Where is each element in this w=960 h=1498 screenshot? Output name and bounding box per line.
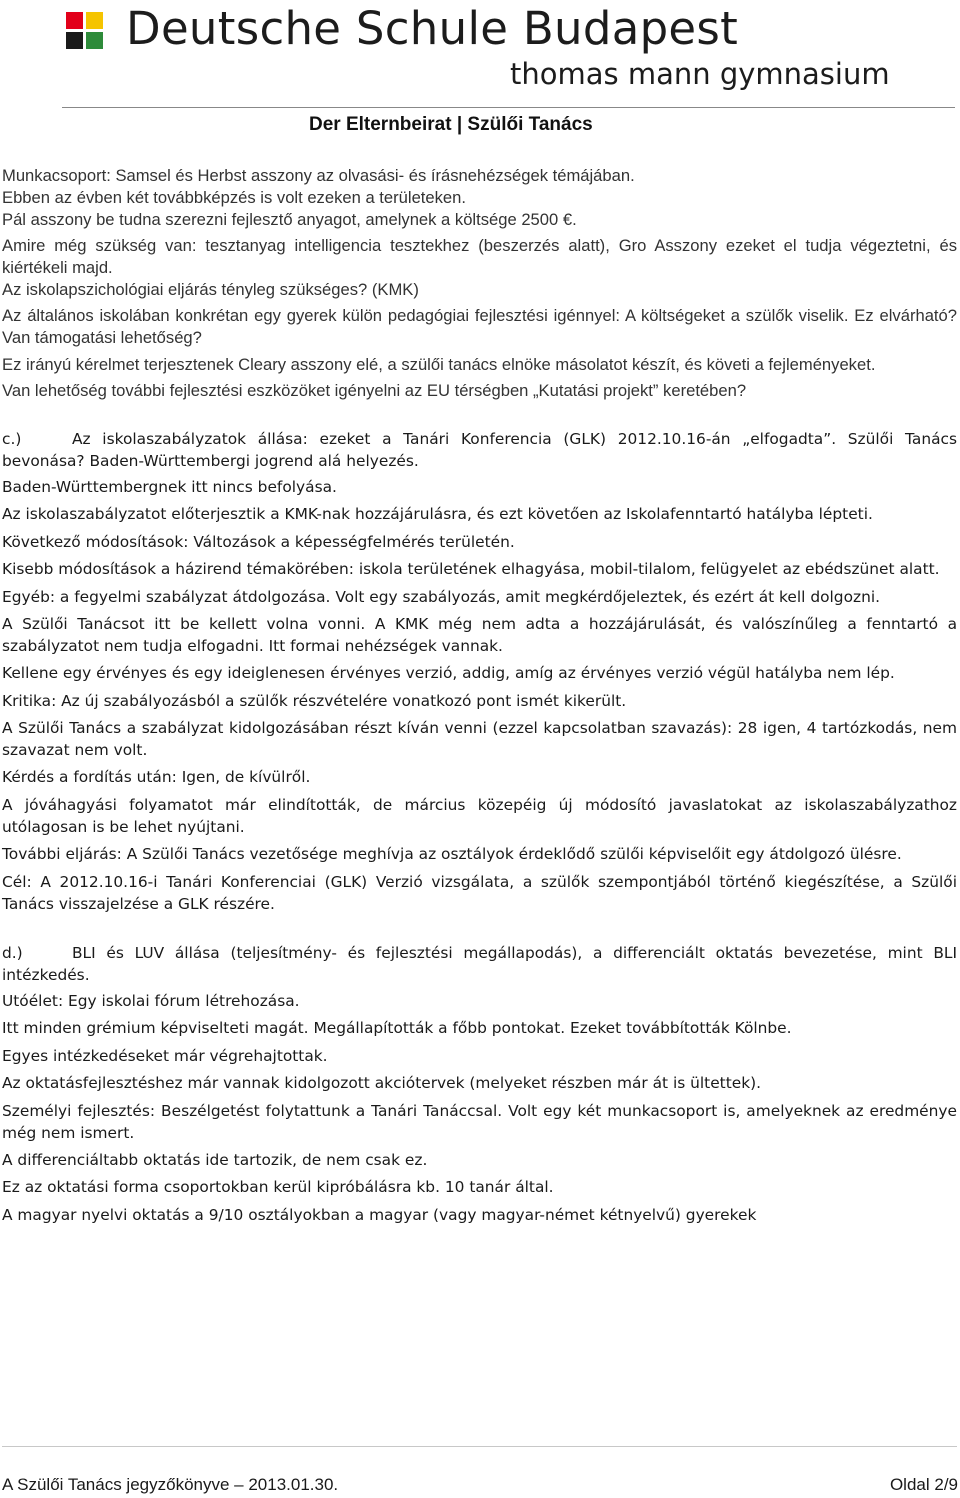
section-label: d.)	[2, 944, 23, 963]
section-heading-text: BLI és LUV állása (teljesítmény- és fejlesztési megállapodás), a differenciált oktatás bevezetése, mint BLI intézkedés.	[2, 944, 957, 985]
paragraph: A magyar nyelvi oktatás a 9/10 osztályokban a magyar (vagy magyar-német kétnyelvű) gyerekek	[2, 1205, 757, 1224]
paragraph: A differenciáltabb oktatás ide tartozik, de nem csak ez.	[2, 1150, 428, 1169]
paragraph: Egyéb: a fegyelmi szabályzat átdolgozása. Volt egy szabályozás, amit megkérdőjeleztek, és ezért át kell dolgozni.	[2, 587, 880, 606]
paragraph: Az oktatásfejlesztéshez már vannak kidolgozott akciótervek (melyeket részben már át is ültettek).	[2, 1074, 762, 1093]
paragraph: Az iskolaszabályzatot előterjesztik a KMK-nak hozzájárulásra, és ezt követően az Iskolafenntartó hatályba lépteti.	[2, 505, 873, 524]
school-subtitle: thomas mann gymnasium	[510, 57, 890, 91]
footer-divider	[2, 1446, 957, 1447]
paragraph: Ebben az évben két továbbképzés is volt ezeken a területeken.	[2, 188, 467, 207]
paragraph: Itt minden grémium képviselteti magát. Megállapították a főbb pontokat. Ezeket továbbították Kölnbe.	[2, 1019, 792, 1038]
section-label: c.)	[2, 429, 22, 448]
paragraph: Kérdés a fordítás után: Igen, de kívülről.	[2, 768, 311, 787]
document-body	[2, 165, 957, 1231]
paragraph: Baden-Württembergnek itt nincs befolyása.	[2, 477, 337, 496]
paragraph: Következő módosítások: Változások a képességfelmérés területén.	[2, 532, 515, 551]
paragraph: Van lehetőség további fejlesztési eszközöket igényelni az EU térségben „Kutatási projekt” keretében?	[2, 380, 747, 400]
paragraph: A Szülői Tanács a szabályzat kidolgozásában részt kíván venni (ezzel kapcsolatban szavazás): 28 igen, 4 tartózkodás, nem szavazat nem volt.	[2, 719, 957, 760]
paragraph: A Szülői Tanácsot itt be kellett volna vonni. A KMK még nem adta a hozzájárulását, és valószínűleg a fenntartó a szabályzatot nem tudja elfogadni. Itt formai nehézségek vannak.	[2, 614, 957, 655]
section-heading	[2, 942, 957, 986]
page-header	[0, 0, 960, 140]
section-heading	[2, 428, 957, 472]
document-title: Der Elternbeirat | Szülői Tanács	[309, 114, 593, 135]
paragraph: A jóváhagyási folyamatot már elindították, de március közepéig új módosító javaslatokat az iskolaszabályzathoz utólagosan is be lehet nyújtani.	[2, 795, 957, 836]
paragraph: Az iskolapszichológiai eljárás tényleg szükséges? (KMK)	[2, 280, 419, 300]
paragraph: Az általános iskolában konkrétan egy gyerek külön pedagógiai fejlesztési igénnyel: A költségeket a szülők viselik. Ez elvárható? Van támogatási lehetőség?	[2, 306, 957, 348]
paragraph: További eljárás: A Szülői Tanács vezetősége meghívja az osztályok érdeklődő szülői képviselőit egy átdolgozó ülésre.	[2, 845, 902, 864]
paragraph: Utóélet: Egy iskolai fórum létrehozása.	[2, 992, 300, 1011]
paragraph: Ez az oktatási forma csoportokban kerül kipróbálásra kb. 10 tanár által.	[2, 1178, 554, 1197]
school-name: Deutsche Schule Budapest	[126, 2, 739, 55]
section-d	[2, 942, 957, 1226]
page-number: Oldal 2/9	[889, 1475, 958, 1494]
section-c	[2, 428, 957, 915]
paragraph: Személyi fejlesztés: Beszélgetést folytattunk a Tanári Tanáccsal. Volt egy két munkacsoport is, amelyeknek az eredménye még nem ismert.	[2, 1101, 957, 1142]
paragraph: Ez irányú kérelmet terjesztenek Cleary asszony elé, a szülői tanács elnöke másolatot készít, és követi a fejleményeket.	[2, 354, 876, 374]
paragraph: Egyes intézkedéseket már végrehajtottak.	[2, 1046, 328, 1065]
paragraph: Pál asszony be tudna szerezni fejlesztő anyagot, amelynek a költsége 2500 €.	[2, 210, 577, 229]
section-heading-text: Az iskolaszabályzatok állása: ezeket a Tanári Konferencia (GLK) 2012.10.16-án „elfogadta”. Szülői Tanács bevonása? Baden-Württembergi jogrend alá helyezés.	[2, 429, 957, 470]
paragraph: Kisebb módosítások a házirend témakörében: iskola területének elhagyása, mobil-tilalom, felügyelet az ebédszünet alatt.	[2, 560, 940, 579]
footer-document-info: A Szülői Tanács jegyzőkönyve – 2013.01.30.	[2, 1475, 339, 1494]
paragraph: Kellene egy érvényes és egy ideiglenesen érvényes verzió, addig, amíg az érvényes verzió végül hatályba nem lép.	[2, 664, 895, 683]
paragraph: Amire még szükség van: tesztanyag intelligencia tesztekhez (beszerzés alatt), Gro Asszony ezeket el tudja végeztetni, és kiértékeli majd.	[2, 236, 957, 278]
paragraph: Cél: A 2012.10.16-i Tanári Konferenciai (GLK) Verzió vizsgálata, a szülők szempontjából történő kiegészítése, a Szülői Tanács visszajelzése a GLK részére.	[2, 872, 957, 913]
header-divider	[62, 107, 955, 108]
school-logo-icon	[66, 12, 104, 50]
paragraph: Kritika: Az új szabályozásból a szülők részvételére vonatkozó pont ismét kikerült.	[2, 691, 627, 710]
paragraph: Munkacsoport: Samsel és Herbst asszony az olvasási- és írásnehézségek témájában.	[2, 166, 635, 185]
section-a	[2, 165, 957, 402]
